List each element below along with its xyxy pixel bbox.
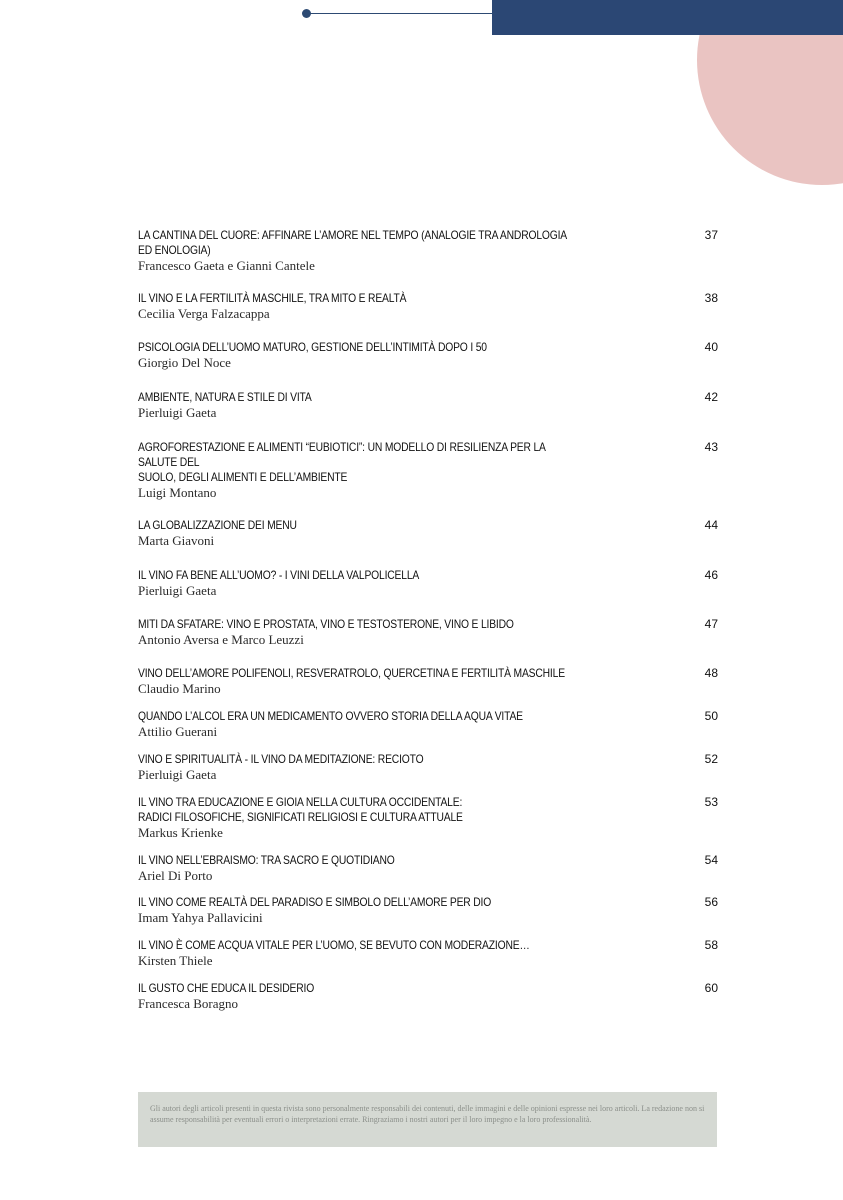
toc-entry-page-number: 40 xyxy=(704,340,718,354)
header-color-bar xyxy=(492,0,843,35)
toc-entry-author: Claudio Marino xyxy=(138,681,221,696)
toc-entry-author: Ariel Di Porto xyxy=(138,868,213,883)
toc-entry-page-number: 46 xyxy=(704,568,718,582)
toc-entry xyxy=(138,228,718,273)
toc-entry xyxy=(138,709,718,739)
toc-entry-title: VINO E SPIRITUALITÀ - IL VINO DA MEDITAZIONE: RECIOTO xyxy=(138,752,424,766)
toc-entry-title: VINO DELL’AMORE POLIFENOLI, RESVERATROLO, QUERCETINA E FERTILITÀ MASCHILE xyxy=(138,666,565,680)
toc-entry-page-number: 48 xyxy=(704,666,718,680)
toc-entry-page-number: 37 xyxy=(704,228,718,242)
toc-entry-title: PSICOLOGIA DELL’UOMO MATURO, GESTIONE DELL’INTIMITÀ DOPO I 50 xyxy=(138,340,487,354)
toc-entry-title: IL VINO FA BENE ALL’UOMO? - I VINI DELLA VALPOLICELLA xyxy=(138,568,420,582)
toc-entry-page-number: 38 xyxy=(704,291,718,305)
toc-entry-title: IL VINO E LA FERTILITÀ MASCHILE, TRA MITO E REALTÀ xyxy=(138,291,407,305)
toc-entry-title: MITI DA SFATARE: VINO E PROSTATA, VINO E TESTOSTERONE, VINO E LIBIDO xyxy=(138,617,514,631)
toc-entry-page-number: 43 xyxy=(704,440,718,454)
toc-entry xyxy=(138,795,718,840)
toc-entry xyxy=(138,568,718,598)
toc-entry-author: Kirsten Thiele xyxy=(138,953,213,968)
toc-entry xyxy=(138,981,718,1011)
toc-entry xyxy=(138,390,718,420)
toc-entry-page-number: 53 xyxy=(704,795,718,809)
toc-entry-author: Francesca Boragno xyxy=(138,996,238,1011)
toc-entry xyxy=(138,440,718,500)
toc-entry-title: IL VINO È COME ACQUA VITALE PER L’UOMO, SE BEVUTO CON MODERAZIONE… xyxy=(138,938,530,952)
toc-entry-page-number: 56 xyxy=(704,895,718,909)
toc-entry-author: Marta Giavoni xyxy=(138,533,215,548)
toc-entry xyxy=(138,895,718,925)
toc-entry xyxy=(138,617,718,647)
toc-entry-page-number: 42 xyxy=(704,390,718,404)
toc-entry-author: Markus Krienke xyxy=(138,825,223,840)
toc-entry-page-number: 52 xyxy=(704,752,718,766)
toc-entry-author: Pierluigi Gaeta xyxy=(138,583,217,598)
toc-entry-title: IL GUSTO CHE EDUCA IL DESIDERIO xyxy=(138,981,315,995)
toc-entry-author: Attilio Guerani xyxy=(138,724,218,739)
toc-entry-author: Giorgio Del Noce xyxy=(138,355,231,370)
toc-entry-title: AGROFORESTAZIONE E ALIMENTI “EUBIOTICI”: UN MODELLO DI RESILIENZA PER LA SALUTE DEL SUOLO, DEGLI ALIMENTI E DELL’AMBIENTE xyxy=(138,440,546,484)
toc-entry-author: Francesco Gaeta e Gianni Cantele xyxy=(138,258,315,273)
header-dot xyxy=(302,9,311,18)
toc-entry-page-number: 60 xyxy=(704,981,718,995)
toc-entry xyxy=(138,518,718,548)
toc-entry-author: Cecilia Verga Falzacappa xyxy=(138,306,270,321)
toc-entry-title: IL VINO TRA EDUCAZIONE E GIOIA NELLA CULTURA OCCIDENTALE: RADICI FILOSOFICHE, SIGNIFICATI RELIGIOSI E CULTURA ATTUALE xyxy=(138,795,463,824)
toc-entry-author: Luigi Montano xyxy=(138,485,217,500)
toc-entry-page-number: 58 xyxy=(704,938,718,952)
toc-entry-title: QUANDO L’ALCOL ERA UN MEDICAMENTO OVVERO STORIA DELLA AQUA VITAE xyxy=(138,709,523,723)
toc-entry-page-number: 54 xyxy=(704,853,718,867)
toc-entry-author: Pierluigi Gaeta xyxy=(138,405,217,420)
toc-entry-page-number: 44 xyxy=(704,518,718,532)
disclaimer-box xyxy=(138,1092,717,1147)
toc-entry xyxy=(138,853,718,883)
header-rule xyxy=(306,13,496,14)
toc-entry xyxy=(138,291,718,321)
toc-entry xyxy=(138,666,718,696)
toc-entry-author: Imam Yahya Pallavicini xyxy=(138,910,263,925)
toc-entry-title: LA CANTINA DEL CUORE: AFFINARE L’AMORE NEL TEMPO (ANALOGIE TRA ANDROLOGIA ED ENOLOGIA) xyxy=(138,228,567,257)
disclaimer-text: Gli autori degli articoli presenti in questa rivista sono personalmente responsabili dei contenuti, delle immagini e delle opinioni espresse nei loro articoli. La redazione non si assume responsabilità per eventuali errori o interpretazioni errate. Ringraziamo i nostri autori per il loro impegno e la loro professionalità. xyxy=(150,1104,705,1124)
toc-entry-title: LA GLOBALIZZAZIONE DEI MENU xyxy=(138,518,297,532)
table-of-contents xyxy=(138,228,718,1011)
toc-entry-title: IL VINO NELL’EBRAISMO: TRA SACRO E QUOTIDIANO xyxy=(138,853,395,867)
toc-entry xyxy=(138,938,718,968)
toc-entry-author: Pierluigi Gaeta xyxy=(138,767,217,782)
toc-entry-page-number: 47 xyxy=(704,617,718,631)
toc-entry xyxy=(138,340,718,370)
toc-entry-author: Antonio Aversa e Marco Leuzzi xyxy=(138,632,304,647)
toc-entry-title: IL VINO COME REALTÀ DEL PARADISO E SIMBOLO DELL’AMORE PER DIO xyxy=(138,895,492,909)
toc-entry-title: AMBIENTE, NATURA E STILE DI VITA xyxy=(138,390,312,404)
toc-entry xyxy=(138,752,718,782)
toc-entry-page-number: 50 xyxy=(704,709,718,723)
